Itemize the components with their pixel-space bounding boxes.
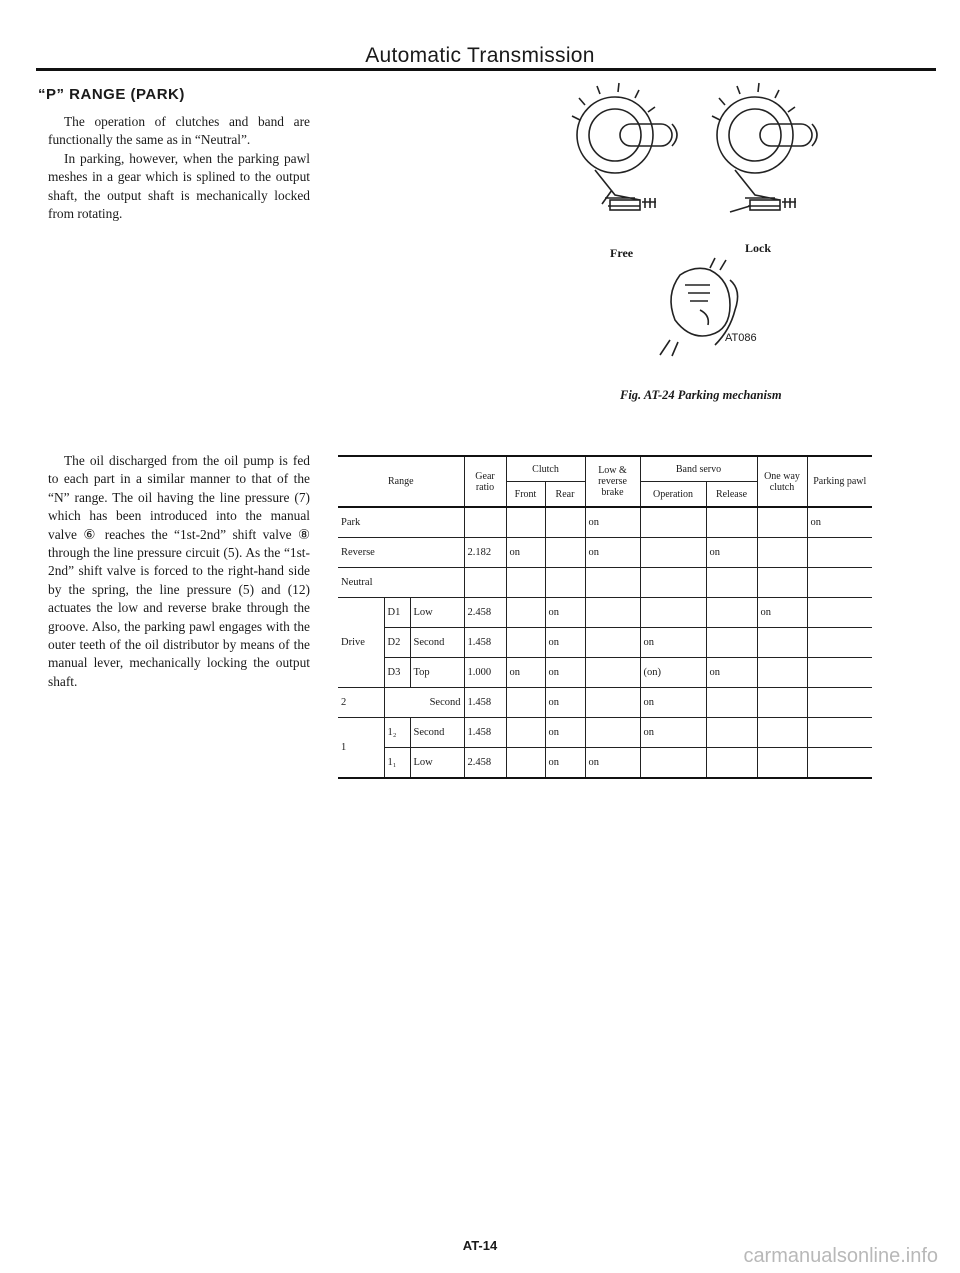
cell-ratio: 1.458 (464, 628, 506, 658)
cell-one-way (757, 658, 807, 688)
label-free: Free (610, 246, 634, 260)
cell-low-rev (585, 598, 640, 628)
paragraph-oil-flow: The oil discharged from the oil pump is fed to each part in a similar manner to that of the “N” range. The oil having the line pressure (7) which has been introduced into the manual valve ⑥ reaches the “1st-2nd” shift valve ⑧ through the line pressure circuit (5). As the “1st-2nd” shift valve is forced to the right-hand side by the spring, the line pressure (5) and (12) actuates the low and reverse brake through the groove. Also, the parking pawl engages with the outer teeth of the oil distributor by means of the manual lever, mechanically locking the output shaft. (48, 453, 310, 689)
cell-operation: on (640, 688, 706, 718)
cell-pawl (807, 748, 872, 779)
cell-front (506, 568, 545, 598)
cell-front (506, 718, 545, 748)
cell-operation (640, 538, 706, 568)
cell-ratio (464, 568, 506, 598)
cell-sub: D1 (384, 598, 410, 628)
cell-low-rev (585, 628, 640, 658)
cell-low-rev: on (585, 748, 640, 779)
cell-release: on (706, 658, 757, 688)
cell-ratio: 2.182 (464, 538, 506, 568)
table-row-drive-d1 (338, 598, 872, 628)
cell-front: on (506, 538, 545, 568)
cell-pawl (807, 688, 872, 718)
cell-rear (545, 568, 585, 598)
section-heading: “P” RANGE (PARK) (38, 86, 185, 103)
cell-rear: on (545, 598, 585, 628)
cell-operation (640, 598, 706, 628)
cell-release (706, 688, 757, 718)
table-row-park (338, 507, 872, 538)
header-parking-pawl: Parking pawl (807, 456, 872, 507)
cell-ratio: 1.458 (464, 688, 506, 718)
header-release: Release (706, 482, 757, 508)
cell-release (706, 568, 757, 598)
cell-front (506, 598, 545, 628)
cell-range: Neutral (338, 568, 464, 598)
cell-pawl (807, 628, 872, 658)
cell-ratio: 1.458 (464, 718, 506, 748)
cell-ratio: 2.458 (464, 748, 506, 779)
cell-one-way (757, 688, 807, 718)
cell-front (506, 748, 545, 779)
cell-gear: Second (410, 628, 464, 658)
cell-pawl: on (807, 507, 872, 538)
figure-caption: Fig. AT-24 Parking mechanism (620, 388, 782, 402)
cell-gear: Low (410, 748, 464, 779)
cell-one-way (757, 538, 807, 568)
cell-rear: on (545, 688, 585, 718)
cell-sub: D3 (384, 658, 410, 688)
figure-code: AT086 (725, 332, 757, 344)
cell-release: on (706, 538, 757, 568)
header-band-servo: Band servo (640, 456, 757, 482)
table-row-drive-d3 (338, 658, 872, 688)
free-assembly-drawing (572, 83, 677, 210)
cell-rear: on (545, 658, 585, 688)
cell-gear: Second (384, 688, 464, 718)
cell-one-way: on (757, 598, 807, 628)
table-row-one-l1 (338, 748, 872, 779)
cell-operation: on (640, 628, 706, 658)
table-row-drive-d2 (338, 628, 872, 658)
cell-one-way (757, 507, 807, 538)
table-row-neutral (338, 568, 872, 598)
cell-rear (545, 538, 585, 568)
cell-low-rev: on (585, 538, 640, 568)
cell-operation: (on) (640, 658, 706, 688)
header-one-way-clutch: One way clutch (757, 456, 807, 507)
header-front: Front (506, 482, 545, 508)
parking-mechanism-figure (560, 80, 840, 380)
cell-sub: 1₁ (384, 748, 410, 779)
watermark: carmanualsonline.info (743, 1245, 938, 1267)
cell-one-way (757, 568, 807, 598)
cell-low-rev (585, 718, 640, 748)
header-gear-ratio: Gear ratio (464, 456, 506, 507)
header-rear: Rear (545, 482, 585, 508)
table-row-one-l2 (338, 718, 872, 748)
header-rule (36, 68, 936, 71)
cell-operation (640, 568, 706, 598)
cell-sub: 1₂ (384, 718, 410, 748)
header-operation: Operation (640, 482, 706, 508)
cell-release (706, 628, 757, 658)
intro-paragraphs (48, 113, 310, 223)
lock-assembly-drawing (712, 83, 817, 212)
header-range: Range (338, 456, 464, 507)
cell-one-way (757, 718, 807, 748)
header-low-reverse-brake: Low & reverse brake (585, 456, 640, 507)
cell-ratio: 2.458 (464, 598, 506, 628)
cell-low-rev (585, 688, 640, 718)
transmission-operation-table (338, 455, 872, 779)
cell-rear: on (545, 718, 585, 748)
cell-front (506, 628, 545, 658)
cell-pawl (807, 538, 872, 568)
cell-one-way (757, 628, 807, 658)
label-lock: Lock (745, 241, 772, 255)
cell-rear (545, 507, 585, 538)
cell-range-one: 1 (338, 718, 384, 779)
cell-low-rev: on (585, 507, 640, 538)
cell-range-drive: Drive (338, 598, 384, 688)
cell-pawl (807, 598, 872, 628)
cell-range: Reverse (338, 538, 464, 568)
table-row-two (338, 688, 872, 718)
header-clutch: Clutch (506, 456, 585, 482)
cell-one-way (757, 748, 807, 779)
paragraph-neutral: The operation of clutches and band are functionally the same as in “Neutral”. (48, 114, 310, 148)
page-number: AT-14 (462, 1238, 498, 1253)
oil-flow-paragraph (48, 452, 310, 691)
table-row-reverse (338, 538, 872, 568)
cell-gear: Top (410, 658, 464, 688)
page-header-title: Automatic Transmission (365, 44, 595, 67)
cell-low-rev (585, 568, 640, 598)
cell-sub: D2 (384, 628, 410, 658)
cell-front (506, 507, 545, 538)
cell-ratio (464, 507, 506, 538)
cell-pawl (807, 658, 872, 688)
cell-operation (640, 748, 706, 779)
operation-table (338, 455, 872, 779)
cell-low-rev (585, 658, 640, 688)
cell-release (706, 598, 757, 628)
cell-rear: on (545, 628, 585, 658)
cell-operation (640, 507, 706, 538)
cell-release (706, 718, 757, 748)
cell-pawl (807, 718, 872, 748)
parking-mechanism-drawing (560, 80, 840, 380)
cell-range: Park (338, 507, 464, 538)
cell-operation: on (640, 718, 706, 748)
cell-ratio: 1.000 (464, 658, 506, 688)
cell-rear: on (545, 748, 585, 779)
cell-release (706, 507, 757, 538)
cell-release (706, 748, 757, 779)
cell-pawl (807, 568, 872, 598)
cell-front (506, 688, 545, 718)
cell-gear: Low (410, 598, 464, 628)
paragraph-parking: In parking, however, when the parking pawl meshes in a gear which is splined to the output shaft, the output shaft is mechanically locked from rotating. (48, 150, 310, 222)
cell-front: on (506, 658, 545, 688)
cell-gear: Second (410, 718, 464, 748)
cell-range-two: 2 (338, 688, 384, 718)
